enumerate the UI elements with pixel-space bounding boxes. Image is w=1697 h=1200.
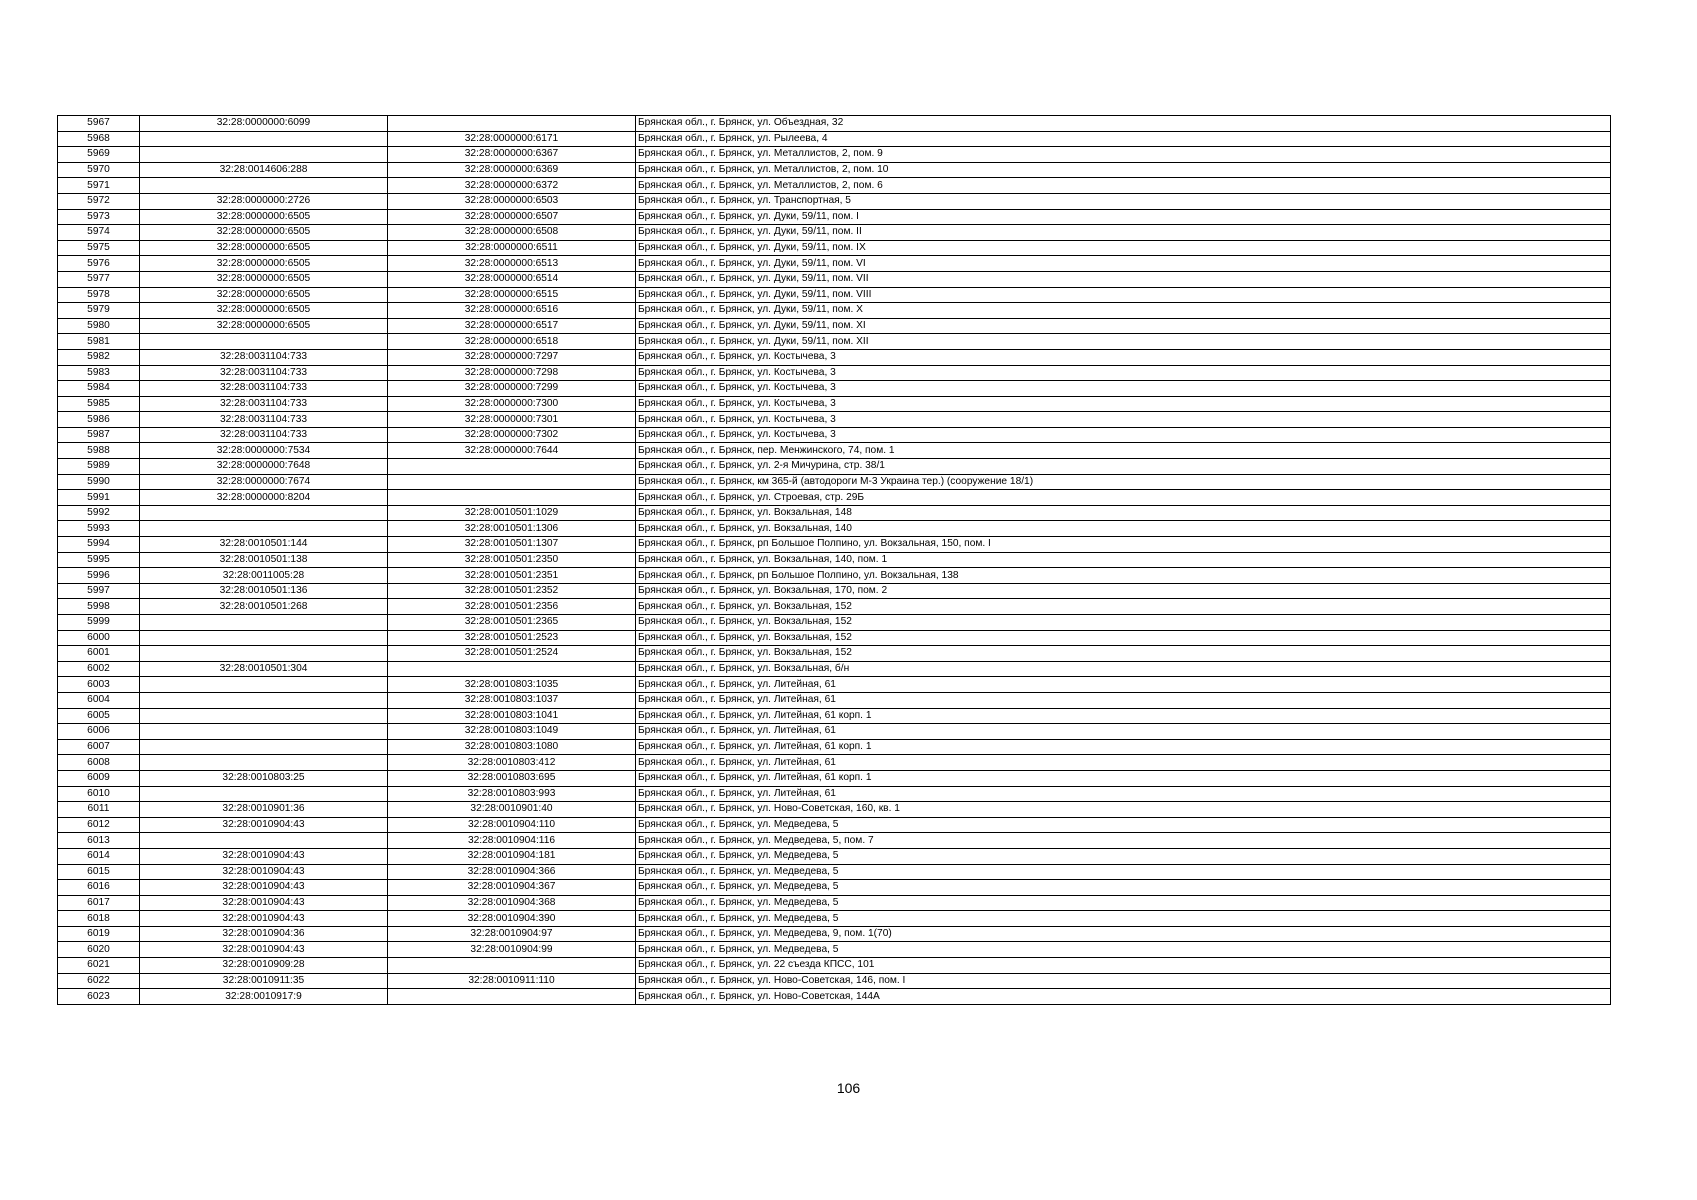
cadastral-number-cell: 32:28:0010501:144 (140, 537, 388, 553)
row-number-cell: 5983 (58, 365, 140, 381)
table-row (58, 474, 1611, 490)
cadastral-number-cell (140, 708, 388, 724)
cadastral-number-cell (140, 630, 388, 646)
row-number-cell: 6006 (58, 724, 140, 740)
address-cell: Брянская обл., г. Брянск, ул. Литейная, 61 корп. 1 (636, 770, 1611, 786)
object-cadastral-number-cell: 32:28:0000000:7644 (388, 443, 636, 459)
cadastral-number-cell: 32:28:0000000:6505 (140, 318, 388, 334)
cadastral-number-cell (140, 724, 388, 740)
object-cadastral-number-cell (388, 116, 636, 132)
address-cell: Брянская обл., г. Брянск, ул. Дуки, 59/11, пом. XII (636, 334, 1611, 350)
object-cadastral-number-cell: 32:28:0010904:390 (388, 911, 636, 927)
object-cadastral-number-cell: 32:28:0000000:6518 (388, 334, 636, 350)
address-cell: Брянская обл., г. Брянск, ул. Транспортная, 5 (636, 193, 1611, 209)
address-cell: Брянская обл., г. Брянск, ул. Медведева, 5 (636, 895, 1611, 911)
object-cadastral-number-cell: 32:28:0010501:1307 (388, 537, 636, 553)
table-row (58, 833, 1611, 849)
cadastral-number-cell: 32:28:0010501:304 (140, 661, 388, 677)
cadastral-number-cell: 32:28:0031104:733 (140, 427, 388, 443)
address-cell: Брянская обл., г. Брянск, ул. Медведева, 5 (636, 864, 1611, 880)
object-cadastral-number-cell: 32:28:0010501:1029 (388, 505, 636, 521)
row-number-cell: 6000 (58, 630, 140, 646)
address-cell: Брянская обл., г. Брянск, ул. Медведева, 5 (636, 848, 1611, 864)
address-cell: Брянская обл., г. Брянск, ул. Ново-Советская, 144А (636, 989, 1611, 1005)
cadastral-number-cell (140, 334, 388, 350)
address-cell: Брянская обл., г. Брянск, ул. Дуки, 59/11, пом. XI (636, 318, 1611, 334)
row-number-cell: 5967 (58, 116, 140, 132)
table-row (58, 599, 1611, 615)
cadastral-number-cell: 32:28:0000000:6505 (140, 240, 388, 256)
object-cadastral-number-cell: 32:28:0010501:2524 (388, 646, 636, 662)
address-cell: Брянская обл., г. Брянск, ул. Костычева, 3 (636, 365, 1611, 381)
object-cadastral-number-cell: 32:28:0000000:7299 (388, 381, 636, 397)
object-cadastral-number-cell (388, 459, 636, 475)
cadastral-number-cell: 32:28:0010904:43 (140, 864, 388, 880)
table-row (58, 911, 1611, 927)
object-cadastral-number-cell: 32:28:0010803:1035 (388, 677, 636, 693)
table-row (58, 116, 1611, 132)
row-number-cell: 5990 (58, 474, 140, 490)
table-row (58, 615, 1611, 631)
cadastral-number-cell: 32:28:0010904:36 (140, 926, 388, 942)
address-cell: Брянская обл., г. Брянск, ул. Дуки, 59/11, пом. X (636, 303, 1611, 319)
object-cadastral-number-cell: 32:28:0010501:2365 (388, 615, 636, 631)
table-row (58, 630, 1611, 646)
table-row (58, 318, 1611, 334)
cadastral-number-cell: 32:28:0014606:288 (140, 162, 388, 178)
object-cadastral-number-cell: 32:28:0010901:40 (388, 802, 636, 818)
address-cell: Брянская обл., г. Брянск, ул. Медведева, 5 (636, 880, 1611, 896)
row-number-cell: 6013 (58, 833, 140, 849)
cadastral-number-cell (140, 677, 388, 693)
object-cadastral-number-cell: 32:28:0010803:412 (388, 755, 636, 771)
registry-table-body (58, 116, 1611, 1005)
object-cadastral-number-cell: 32:28:0000000:6516 (388, 303, 636, 319)
table-row (58, 958, 1611, 974)
object-cadastral-number-cell: 32:28:0010904:367 (388, 880, 636, 896)
object-cadastral-number-cell: 32:28:0000000:7302 (388, 427, 636, 443)
row-number-cell: 6009 (58, 770, 140, 786)
table-row (58, 209, 1611, 225)
table-row (58, 661, 1611, 677)
object-cadastral-number-cell: 32:28:0000000:7300 (388, 396, 636, 412)
object-cadastral-number-cell: 32:28:0010501:2352 (388, 583, 636, 599)
row-number-cell: 6015 (58, 864, 140, 880)
address-cell: Брянская обл., г. Брянск, ул. Ново-Советская, 146, пом. I (636, 973, 1611, 989)
cadastral-number-cell: 32:28:0000000:6505 (140, 271, 388, 287)
table-row (58, 193, 1611, 209)
row-number-cell: 5993 (58, 521, 140, 537)
table-row (58, 770, 1611, 786)
address-cell: Брянская обл., г. Брянск, км 365-й (автодороги М-3 Украина тер.) (сооружение 18/1) (636, 474, 1611, 490)
table-row (58, 303, 1611, 319)
address-cell: Брянская обл., г. Брянск, ул. Литейная, 61 корп. 1 (636, 708, 1611, 724)
table-row (58, 552, 1611, 568)
table-row (58, 973, 1611, 989)
table-row (58, 162, 1611, 178)
table-row (58, 147, 1611, 163)
table-row (58, 334, 1611, 350)
table-row (58, 287, 1611, 303)
row-number-cell: 6011 (58, 802, 140, 818)
row-number-cell: 5970 (58, 162, 140, 178)
row-number-cell: 6012 (58, 817, 140, 833)
cadastral-number-cell: 32:28:0010904:43 (140, 942, 388, 958)
row-number-cell: 6020 (58, 942, 140, 958)
row-number-cell: 5987 (58, 427, 140, 443)
cadastral-number-cell: 32:28:0000000:6505 (140, 225, 388, 241)
object-cadastral-number-cell: 32:28:0000000:6508 (388, 225, 636, 241)
table-row (58, 989, 1611, 1005)
object-cadastral-number-cell (388, 989, 636, 1005)
cadastral-number-cell: 32:28:0000000:2726 (140, 193, 388, 209)
row-number-cell: 6021 (58, 958, 140, 974)
object-cadastral-number-cell: 32:28:0010803:695 (388, 770, 636, 786)
address-cell: Брянская обл., г. Брянск, ул. Вокзальная, 152 (636, 599, 1611, 615)
row-number-cell: 5996 (58, 568, 140, 584)
row-number-cell: 6007 (58, 739, 140, 755)
object-cadastral-number-cell: 32:28:0010803:993 (388, 786, 636, 802)
address-cell: Брянская обл., г. Брянск, ул. Медведева, 5 (636, 942, 1611, 958)
cadastral-number-cell: 32:28:0010904:43 (140, 880, 388, 896)
registry-table (57, 115, 1611, 1005)
row-number-cell: 6001 (58, 646, 140, 662)
object-cadastral-number-cell: 32:28:0010904:110 (388, 817, 636, 833)
row-number-cell: 5976 (58, 256, 140, 272)
address-cell: Брянская обл., г. Брянск, ул. Металлистов, 2, пом. 10 (636, 162, 1611, 178)
table-row (58, 708, 1611, 724)
cadastral-number-cell: 32:28:0000000:6505 (140, 256, 388, 272)
address-cell: Брянская обл., г. Брянск, ул. Вокзальная, 140 (636, 521, 1611, 537)
cadastral-number-cell: 32:28:0000000:6505 (140, 303, 388, 319)
row-number-cell: 5973 (58, 209, 140, 225)
object-cadastral-number-cell (388, 474, 636, 490)
address-cell: Брянская обл., г. Брянск, ул. Медведева, 5 (636, 911, 1611, 927)
cadastral-number-cell: 32:28:0000000:6505 (140, 209, 388, 225)
address-cell: Брянская обл., г. Брянск, ул. Вокзальная, 140, пом. 1 (636, 552, 1611, 568)
cadastral-number-cell (140, 646, 388, 662)
table-row (58, 396, 1611, 412)
row-number-cell: 6022 (58, 973, 140, 989)
row-number-cell: 5986 (58, 412, 140, 428)
row-number-cell: 6014 (58, 848, 140, 864)
cadastral-number-cell: 32:28:0010904:43 (140, 895, 388, 911)
table-row (58, 786, 1611, 802)
object-cadastral-number-cell: 32:28:0010501:2350 (388, 552, 636, 568)
table-row (58, 926, 1611, 942)
cadastral-number-cell: 32:28:0031104:733 (140, 396, 388, 412)
cadastral-number-cell (140, 786, 388, 802)
cadastral-number-cell: 32:28:0010501:138 (140, 552, 388, 568)
row-number-cell: 6002 (58, 661, 140, 677)
table-row (58, 349, 1611, 365)
address-cell: Брянская обл., г. Брянск, ул. Объездная, 32 (636, 116, 1611, 132)
object-cadastral-number-cell (388, 958, 636, 974)
address-cell: Брянская обл., г. Брянск, ул. Дуки, 59/11, пом. I (636, 209, 1611, 225)
row-number-cell: 5997 (58, 583, 140, 599)
cadastral-number-cell: 32:28:0010501:136 (140, 583, 388, 599)
address-cell: Брянская обл., г. Брянск, ул. Костычева, 3 (636, 396, 1611, 412)
row-number-cell: 5979 (58, 303, 140, 319)
address-cell: Брянская обл., г. Брянск, ул. Рылеева, 4 (636, 131, 1611, 147)
cadastral-number-cell: 32:28:0010904:43 (140, 848, 388, 864)
row-number-cell: 6004 (58, 692, 140, 708)
row-number-cell: 6005 (58, 708, 140, 724)
cadastral-number-cell: 32:28:0000000:8204 (140, 490, 388, 506)
cadastral-number-cell (140, 131, 388, 147)
address-cell: Брянская обл., г. Брянск, ул. Дуки, 59/11, пом. IX (636, 240, 1611, 256)
cadastral-number-cell: 32:28:0000000:7674 (140, 474, 388, 490)
cadastral-number-cell: 32:28:0031104:733 (140, 412, 388, 428)
object-cadastral-number-cell: 32:28:0000000:6503 (388, 193, 636, 209)
cadastral-number-cell (140, 505, 388, 521)
row-number-cell: 5972 (58, 193, 140, 209)
row-number-cell: 5971 (58, 178, 140, 194)
object-cadastral-number-cell: 32:28:0000000:6171 (388, 131, 636, 147)
table-row (58, 848, 1611, 864)
address-cell: Брянская обл., г. Брянск, ул. Дуки, 59/11, пом. VI (636, 256, 1611, 272)
address-cell: Брянская обл., г. Брянск, пер. Менжинского, 74, пом. 1 (636, 443, 1611, 459)
row-number-cell: 6008 (58, 755, 140, 771)
row-number-cell: 5978 (58, 287, 140, 303)
object-cadastral-number-cell: 32:28:0000000:7297 (388, 349, 636, 365)
row-number-cell: 5982 (58, 349, 140, 365)
object-cadastral-number-cell: 32:28:0000000:6369 (388, 162, 636, 178)
row-number-cell: 5989 (58, 459, 140, 475)
address-cell: Брянская обл., г. Брянск, ул. Строевая, стр. 29Б (636, 490, 1611, 506)
row-number-cell: 5998 (58, 599, 140, 615)
address-cell: Брянская обл., г. Брянск, ул. Костычева, 3 (636, 412, 1611, 428)
cadastral-number-cell: 32:28:0010911:35 (140, 973, 388, 989)
object-cadastral-number-cell: 32:28:0000000:6507 (388, 209, 636, 225)
row-number-cell: 5968 (58, 131, 140, 147)
table-row (58, 895, 1611, 911)
cadastral-number-cell: 32:28:0000000:7534 (140, 443, 388, 459)
object-cadastral-number-cell: 32:28:0010904:97 (388, 926, 636, 942)
cadastral-number-cell: 32:28:0010904:43 (140, 817, 388, 833)
table-row (58, 459, 1611, 475)
cadastral-number-cell: 32:28:0010909:28 (140, 958, 388, 974)
cadastral-number-cell (140, 178, 388, 194)
row-number-cell: 5977 (58, 271, 140, 287)
address-cell: Брянская обл., г. Брянск, ул. Вокзальная, 152 (636, 630, 1611, 646)
cadastral-number-cell: 32:28:0010917:9 (140, 989, 388, 1005)
object-cadastral-number-cell: 32:28:0000000:7298 (388, 365, 636, 381)
row-number-cell: 5994 (58, 537, 140, 553)
object-cadastral-number-cell: 32:28:0000000:6515 (388, 287, 636, 303)
cadastral-number-cell: 32:28:0010803:25 (140, 770, 388, 786)
cadastral-number-cell: 32:28:0031104:733 (140, 381, 388, 397)
cadastral-number-cell: 32:28:0010901:36 (140, 802, 388, 818)
row-number-cell: 5975 (58, 240, 140, 256)
address-cell: Брянская обл., г. Брянск, ул. Вокзальная, 152 (636, 615, 1611, 631)
table-row (58, 271, 1611, 287)
row-number-cell: 5988 (58, 443, 140, 459)
object-cadastral-number-cell: 32:28:0010904:368 (388, 895, 636, 911)
object-cadastral-number-cell: 32:28:0010803:1049 (388, 724, 636, 740)
table-row (58, 131, 1611, 147)
table-row (58, 178, 1611, 194)
address-cell: Брянская обл., г. Брянск, ул. Литейная, 61 (636, 755, 1611, 771)
object-cadastral-number-cell: 32:28:0000000:6517 (388, 318, 636, 334)
object-cadastral-number-cell: 32:28:0010501:2351 (388, 568, 636, 584)
address-cell: Брянская обл., г. Брянск, ул. Дуки, 59/11, пом. VII (636, 271, 1611, 287)
table-row (58, 942, 1611, 958)
cadastral-number-cell (140, 692, 388, 708)
address-cell: Брянская обл., г. Брянск, ул. Литейная, 61 корп. 1 (636, 739, 1611, 755)
row-number-cell: 5969 (58, 147, 140, 163)
table-row (58, 256, 1611, 272)
table-row (58, 225, 1611, 241)
object-cadastral-number-cell: 32:28:0000000:6511 (388, 240, 636, 256)
address-cell: Брянская обл., г. Брянск, ул. Вокзальная, 148 (636, 505, 1611, 521)
table-row (58, 568, 1611, 584)
cadastral-number-cell (140, 521, 388, 537)
address-cell: Брянская обл., г. Брянск, ул. Медведева, 5, пом. 7 (636, 833, 1611, 849)
address-cell: Брянская обл., г. Брянск, ул. 22 съезда КПСС, 101 (636, 958, 1611, 974)
row-number-cell: 5999 (58, 615, 140, 631)
object-cadastral-number-cell: 32:28:0010803:1037 (388, 692, 636, 708)
address-cell: Брянская обл., г. Брянск, ул. Ново-Советская, 160, кв. 1 (636, 802, 1611, 818)
object-cadastral-number-cell: 32:28:0000000:6514 (388, 271, 636, 287)
table-row (58, 802, 1611, 818)
address-cell: Брянская обл., г. Брянск, ул. Вокзальная, б/н (636, 661, 1611, 677)
table-row (58, 381, 1611, 397)
row-number-cell: 5980 (58, 318, 140, 334)
cadastral-number-cell (140, 147, 388, 163)
cadastral-number-cell: 32:28:0011005:28 (140, 568, 388, 584)
address-cell: Брянская обл., г. Брянск, ул. Костычева, 3 (636, 381, 1611, 397)
object-cadastral-number-cell: 32:28:0010803:1080 (388, 739, 636, 755)
address-cell: Брянская обл., г. Брянск, ул. Литейная, 61 (636, 786, 1611, 802)
address-cell: Брянская обл., г. Брянск, ул. 2-я Мичурина, стр. 38/1 (636, 459, 1611, 475)
cadastral-number-cell: 32:28:0000000:7648 (140, 459, 388, 475)
row-number-cell: 6019 (58, 926, 140, 942)
object-cadastral-number-cell: 32:28:0010904:181 (388, 848, 636, 864)
row-number-cell: 6003 (58, 677, 140, 693)
object-cadastral-number-cell: 32:28:0000000:6367 (388, 147, 636, 163)
table-row (58, 240, 1611, 256)
address-cell: Брянская обл., г. Брянск, ул. Костычева, 3 (636, 427, 1611, 443)
object-cadastral-number-cell: 32:28:0010904:366 (388, 864, 636, 880)
table-row (58, 521, 1611, 537)
object-cadastral-number-cell: 32:28:0010904:116 (388, 833, 636, 849)
object-cadastral-number-cell: 32:28:0010911:110 (388, 973, 636, 989)
address-cell: Брянская обл., г. Брянск, ул. Металлистов, 2, пом. 6 (636, 178, 1611, 194)
object-cadastral-number-cell: 32:28:0010501:2523 (388, 630, 636, 646)
row-number-cell: 5984 (58, 381, 140, 397)
table-row (58, 646, 1611, 662)
table-row (58, 427, 1611, 443)
address-cell: Брянская обл., г. Брянск, ул. Литейная, 61 (636, 724, 1611, 740)
table-row (58, 692, 1611, 708)
cadastral-number-cell: 32:28:0010501:268 (140, 599, 388, 615)
object-cadastral-number-cell (388, 661, 636, 677)
table-row (58, 505, 1611, 521)
object-cadastral-number-cell: 32:28:0010803:1041 (388, 708, 636, 724)
table-row (58, 412, 1611, 428)
cadastral-number-cell (140, 739, 388, 755)
cadastral-number-cell: 32:28:0010904:43 (140, 911, 388, 927)
address-cell: Брянская обл., г. Брянск, ул. Дуки, 59/11, пом. II (636, 225, 1611, 241)
object-cadastral-number-cell: 32:28:0000000:6513 (388, 256, 636, 272)
cadastral-number-cell (140, 755, 388, 771)
address-cell: Брянская обл., г. Брянск, ул. Металлистов, 2, пом. 9 (636, 147, 1611, 163)
table-row (58, 755, 1611, 771)
cadastral-number-cell (140, 833, 388, 849)
table-row (58, 490, 1611, 506)
cadastral-number-cell: 32:28:0031104:733 (140, 349, 388, 365)
address-cell: Брянская обл., г. Брянск, ул. Вокзальная, 170, пом. 2 (636, 583, 1611, 599)
address-cell: Брянская обл., г. Брянск, ул. Вокзальная, 152 (636, 646, 1611, 662)
cadastral-number-cell: 32:28:0031104:733 (140, 365, 388, 381)
object-cadastral-number-cell: 32:28:0010501:2356 (388, 599, 636, 615)
row-number-cell: 5974 (58, 225, 140, 241)
cadastral-number-cell: 32:28:0000000:6099 (140, 116, 388, 132)
table-row (58, 583, 1611, 599)
address-cell: Брянская обл., г. Брянск, ул. Литейная, 61 (636, 692, 1611, 708)
row-number-cell: 6010 (58, 786, 140, 802)
table-row (58, 880, 1611, 896)
page-number: 106 (836, 1080, 861, 1096)
object-cadastral-number-cell: 32:28:0000000:6372 (388, 178, 636, 194)
table-row (58, 739, 1611, 755)
address-cell: Брянская обл., г. Брянск, ул. Медведева, 5 (636, 817, 1611, 833)
row-number-cell: 5995 (58, 552, 140, 568)
address-cell: Брянская обл., г. Брянск, ул. Костычева, 3 (636, 349, 1611, 365)
table-row (58, 365, 1611, 381)
cadastral-number-cell (140, 615, 388, 631)
object-cadastral-number-cell (388, 490, 636, 506)
object-cadastral-number-cell: 32:28:0010904:99 (388, 942, 636, 958)
address-cell: Брянская обл., г. Брянск, ул. Дуки, 59/11, пом. VIII (636, 287, 1611, 303)
row-number-cell: 5991 (58, 490, 140, 506)
table-row (58, 537, 1611, 553)
address-cell: Брянская обл., г. Брянск, рп Большое Полпино, ул. Вокзальная, 138 (636, 568, 1611, 584)
row-number-cell: 5992 (58, 505, 140, 521)
row-number-cell: 5981 (58, 334, 140, 350)
table-row (58, 443, 1611, 459)
row-number-cell: 6018 (58, 911, 140, 927)
table-row (58, 864, 1611, 880)
table-row (58, 677, 1611, 693)
object-cadastral-number-cell: 32:28:0010501:1306 (388, 521, 636, 537)
table-row (58, 724, 1611, 740)
row-number-cell: 6017 (58, 895, 140, 911)
row-number-cell: 6016 (58, 880, 140, 896)
object-cadastral-number-cell: 32:28:0000000:7301 (388, 412, 636, 428)
row-number-cell: 5985 (58, 396, 140, 412)
address-cell: Брянская обл., г. Брянск, ул. Медведева, 9, пом. 1(70) (636, 926, 1611, 942)
cadastral-number-cell: 32:28:0000000:6505 (140, 287, 388, 303)
address-cell: Брянская обл., г. Брянск, ул. Литейная, 61 (636, 677, 1611, 693)
address-cell: Брянская обл., г. Брянск, рп Большое Полпино, ул. Вокзальная, 150, пом. I (636, 537, 1611, 553)
table-row (58, 817, 1611, 833)
row-number-cell: 6023 (58, 989, 140, 1005)
